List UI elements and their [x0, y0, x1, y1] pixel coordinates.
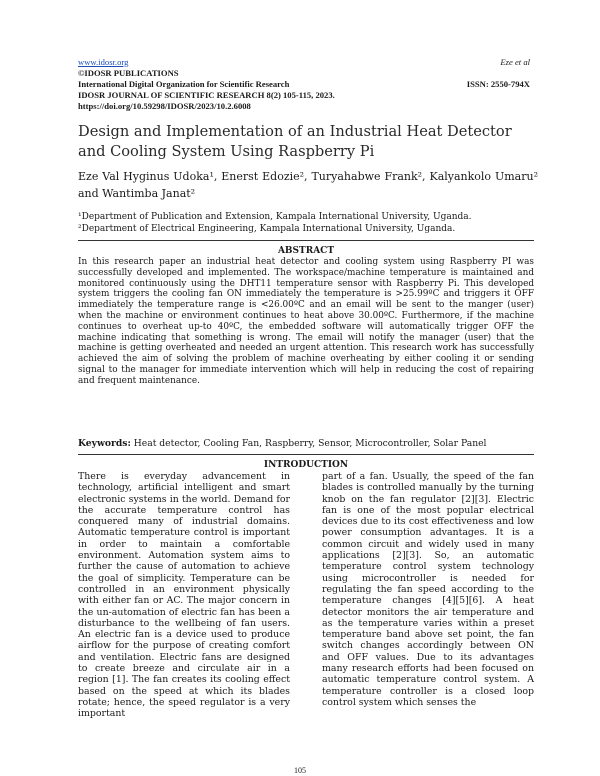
journal-citation: IDOSR JOURNAL OF SCIENTIFIC RESEARCH 8(2) 105-115, 2023. — [78, 90, 335, 100]
publisher: ©IDOSR PUBLICATIONS — [78, 68, 179, 78]
abstract-text: In this research paper an industrial heat detector and cooling system using Raspberry PI was successfully developed and implemented. The workspace/machine temperature is maintained and monitored continuously using the DHT11 temperature sensor with Raspberry Pi. This developed system triggers the cooling fan ON immediately the temperature is >25.99ºC and triggers it OFF immediately the temperature range is <26.00ºC and an email will be sent to the manger (user) when the machine or environment continues to heat above 30.00ºC. Furthermore, if the machine continues to overheat up-to 40ºC, the embedded software will automatically trigger OFF the machine indicating that something is wrong. The email will notify the manager (user) that the machine is getting overheated and needed an urgent attention. This research work has successfully achieved the aim of solving the problem of machine overheating by either cooling it or sending signal to the manager for immediate intervention which will help in reducing the cost of repairing and frequent maintenance. — [78, 257, 534, 386]
doi-link[interactable]: https://doi.org/10.59298/IDOSR/2023/10.2.6008 — [78, 101, 251, 111]
intro-column-left: There is everyday advancement in technology, artificial intelligent and smart electronic systems in the world. Demand for the accurate temperature control has conquered many of industrial domains. Automatic temperature control is important in order to maintain a comfortable environment. Automation system aims to further the cause of automation to achieve the goal of simplicity. Temperature can be controlled in an environment physically with either fan or AC. The major concern in the un-automation of electric fan has been a disturbance to the wellbeing of fan users. An electric fan is a device used to produce airflow for the purpose of creating comfort and ventilation. Electric fans are designed to create breeze and circulate air in a region [1]. The fan creates its cooling effect based on the speed at which its blades rotate; hence, the speed regulator is a very important — [78, 471, 290, 720]
author-list: Eze Val Hyginus Udoka¹, Enerst Edozie², Turyahabwe Frank², Kalyankolo Umaru² and Wantimba Janat² — [78, 170, 538, 200]
keywords-label: Keywords: — [78, 438, 131, 449]
website-link[interactable]: www.idosr.org — [78, 57, 129, 67]
running-author: Eze et al — [500, 57, 530, 67]
abstract-heading: ABSTRACT — [277, 246, 335, 256]
introduction-heading: INTRODUCTION — [263, 460, 349, 470]
divider — [78, 240, 534, 241]
paper-title: Design and Implementation of an Industrial Heat Detector and Cooling System Using Raspberry Pi — [78, 123, 512, 160]
divider — [78, 454, 534, 455]
organization: International Digital Organization for Scientific Research — [78, 79, 290, 89]
page-number: 105 — [294, 766, 306, 775]
intro-column-right: part of a fan. Usually, the speed of the fan blades is controlled manually by the turning knob on the fan regulator [2][3]. Electric fan is one of the most popular electrical devices due to its cost effectiveness and low power consumption advantages. It is a common circuit and widely used in many applications [2][3]. So, an automatic temperature control system technology using microcontroller is needed for regulating the fan speed according to the temperature changes [4][5][6]. A heat detector monitors the air temperature and as the temperature varies within a preset temperature band above set point, the fan switch changes accordingly between ON and OFF values. Due to its advantages many research efforts had been focused on automatic temperature control system. A temperature controller is a closed loop control system which senses the — [322, 471, 534, 708]
keywords — [78, 438, 534, 449]
affiliation-1: ¹Department of Publication and Extension, Kampala International University, Uganda. — [78, 212, 472, 222]
affiliation-2: ²Department of Electrical Engineering, Kampala International University, Uganda. — [78, 224, 456, 234]
keywords-text: Heat detector, Cooling Fan, Raspberry, Sensor, Microcontroller, Solar Panel — [130, 438, 487, 449]
issn: ISSN: 2550-794X — [466, 79, 530, 89]
